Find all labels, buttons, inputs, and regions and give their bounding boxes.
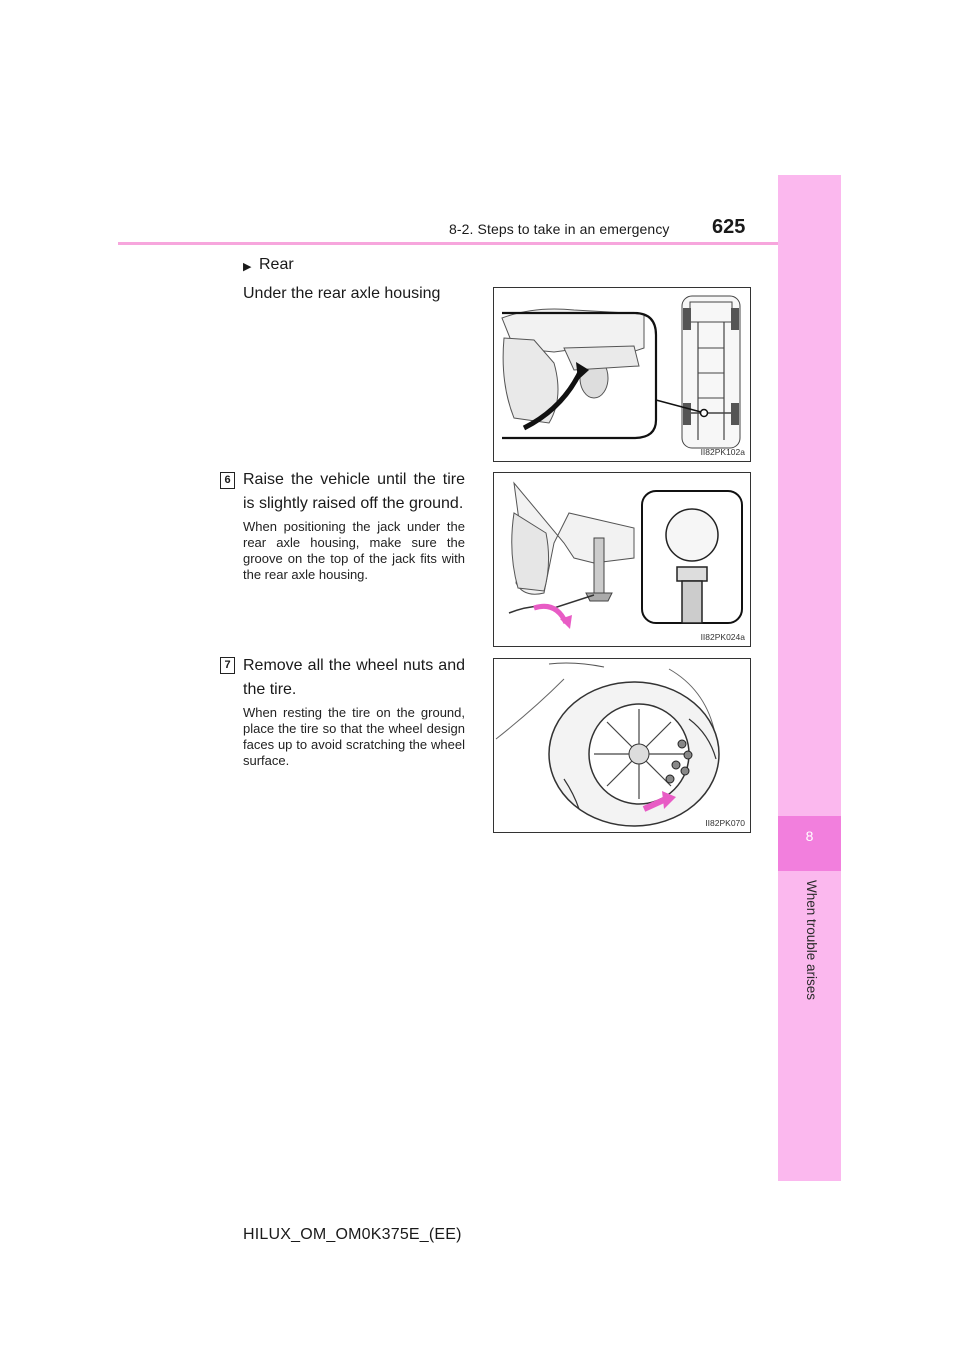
step-number-badge: 6 — [220, 472, 235, 489]
figure-rear-jack-point — [493, 287, 751, 462]
triangle-bullet-icon: ▶ — [243, 261, 252, 273]
page-number: 625 — [712, 216, 746, 238]
figure-raise-vehicle — [493, 472, 751, 647]
step-instruction: Remove all the wheel nuts and the tire. — [243, 657, 465, 698]
rear-label: Rear — [259, 256, 294, 273]
header-rule — [118, 242, 841, 245]
chapter-title: When trouble arises — [804, 880, 819, 1001]
chapter-number: 8 — [805, 828, 814, 844]
step-instruction: Raise the vehicle until the tire is slightly raised off the ground. — [243, 471, 465, 512]
figure-code: II82PK102a — [700, 447, 745, 457]
step-note: When resting the tire on the ground, place the tire so that the wheel design faces up to avoid scratching the wheel surface. — [243, 705, 465, 768]
figure-code: II82PK070 — [705, 818, 745, 828]
figure-remove-tire — [493, 658, 751, 833]
rear-description: Under the rear axle housing — [243, 285, 441, 302]
step-note: When positioning the jack under the rear axle housing, make sure the groove on the top of the jack fits with the rear axle housing. — [243, 519, 465, 582]
step-number-badge: 7 — [220, 657, 235, 674]
chapter-side-tab — [778, 175, 841, 1181]
figure-code: II82PK024a — [700, 632, 745, 642]
section-title: 8-2. Steps to take in an emergency — [449, 221, 670, 237]
document-id: HILUX_OM_OM0K375E_(EE) — [243, 1226, 462, 1243]
